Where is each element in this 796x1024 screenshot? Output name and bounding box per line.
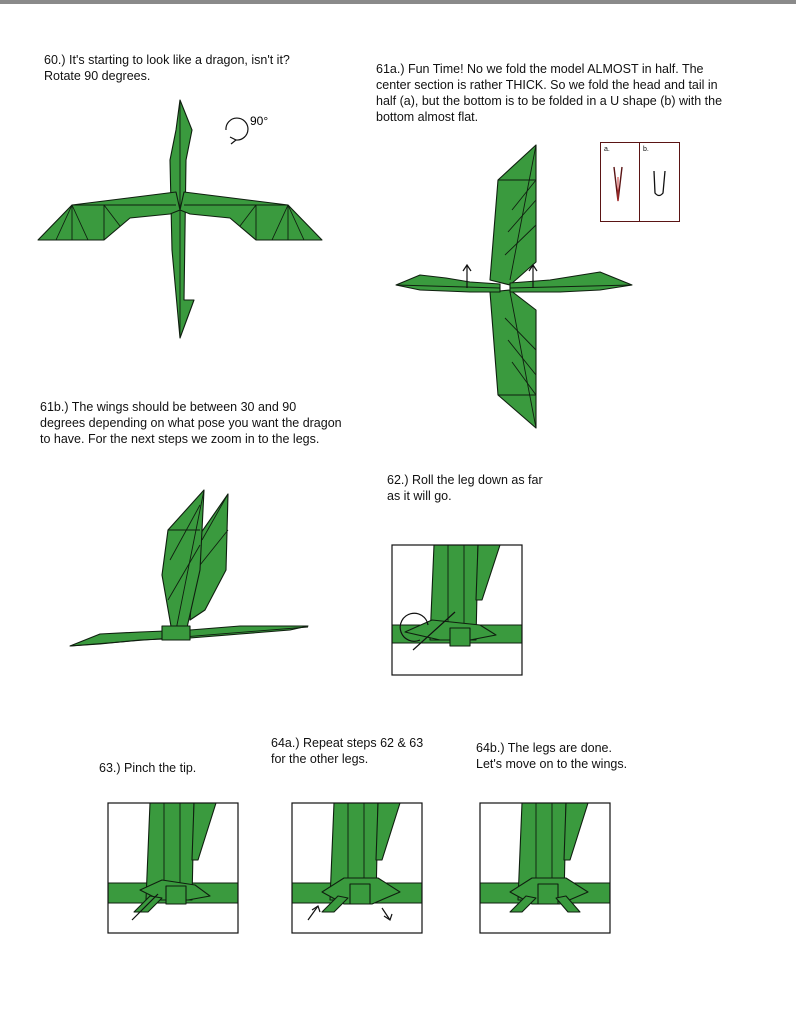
step-61b-caption: 61b.) The wings should be between 30 and 90 degrees depending on what pose you want the dragon to have. For the next steps we zoom in to the legs. xyxy=(40,400,342,446)
step-61a-caption: 61a.) Fun Time! No we fold the model ALMOST in half. The center section is rather THICK. So we fold the head and tail in half (a), but the bottom is to be folded in a U shape (b) with the bottom almost flat. xyxy=(376,62,723,124)
inset-label-a: a. xyxy=(604,146,610,153)
step-60-caption: 60.) It's starting to look like a dragon, isn't it? Rotate 90 degrees. xyxy=(44,53,290,83)
step-62-caption: 62.) Roll the leg down as far as it will go. xyxy=(387,473,543,503)
step-63-caption: 63.) Pinch the tip. xyxy=(99,761,197,775)
step-64a-caption: 64a.) Repeat steps 62 & 63 for the other legs. xyxy=(271,736,424,766)
step-64b-caption: 64b.) The legs are done. Let's move on to the wings. xyxy=(476,741,628,771)
inset-label-b: b. xyxy=(643,146,649,153)
rotation-label: 90° xyxy=(250,114,269,128)
